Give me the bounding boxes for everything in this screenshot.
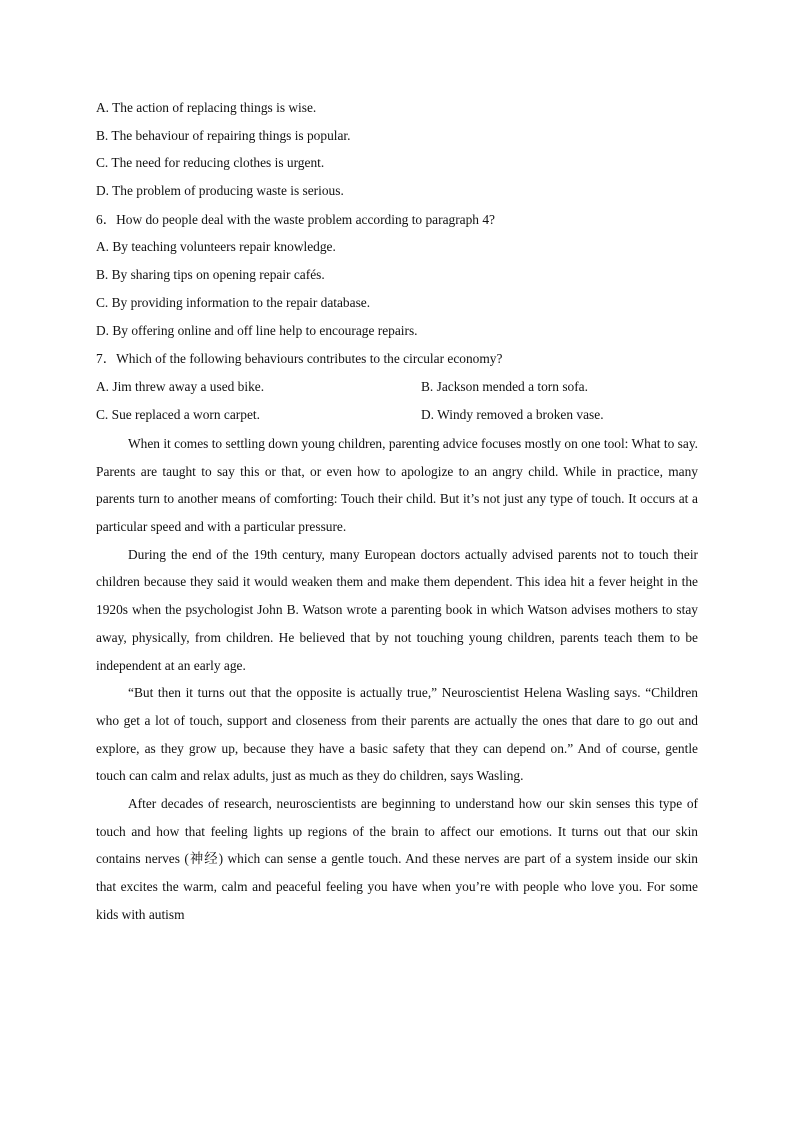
document-content bbox=[96, 94, 698, 929]
q5-option-d: D. The problem of producing waste is serious. bbox=[96, 183, 344, 199]
passage-paragraph-4: After decades of research, neuroscientists are beginning to understand how our skin senses this type of touch and how that feeling lights up regions of the brain to affect our emotions. It turns out that our skin contains nerves (神经) which can sense a gentle touch. And these nerves are part of a system inside our skin that excites the warm, calm and peaceful feeling you have when you’re with people who love you. For some kids with autism bbox=[96, 796, 698, 922]
q7-option-d: D. Windy removed a broken vase. bbox=[421, 407, 604, 423]
passage-paragraph-1: When it comes to settling down young children, parenting advice focuses mostly on one tool: What to say. Parents are taught to say this or that, or even how to apologize to an angry child. While in practice, many parents turn to another means of comforting: Touch their child. But it’s not just any type of touch. It occurs at a particular speed and with a particular pressure. bbox=[96, 435, 698, 534]
q5-option-a: A. The action of replacing things is wise. bbox=[96, 100, 317, 115]
q6-option-c: C. By providing information to the repair database. bbox=[96, 294, 371, 310]
q6-option-b: B. By sharing tips on opening repair cafés. bbox=[96, 267, 325, 283]
q6-option-a: A. By teaching volunteers repair knowledge. bbox=[96, 239, 336, 255]
q6-stem: 6．How do people deal with the waste problem according to paragraph 4? bbox=[96, 211, 495, 227]
passage-paragraph-2: During the end of the 19th century, many European doctors actually advised parents not to touch their children because they said it would weaken them and make them dependent. This idea hit a fever height in the 1920s when the psychologist John B. Watson wrote a parenting book in which Watson advises mothers to stay away, physically, from children. He believed that by not touching young children, parents teach them to be independent at an early age. bbox=[96, 546, 698, 673]
q7-stem: 7．Which of the following behaviours contributes to the circular economy? bbox=[96, 351, 503, 367]
q7-option-c: C. Sue replaced a worn carpet. bbox=[96, 407, 260, 423]
q7-options-row-1 bbox=[96, 373, 698, 402]
q5-option-c: C. The need for reducing clothes is urgent. bbox=[96, 155, 325, 171]
q6-option-d: D. By offering online and off line help to encourage repairs. bbox=[96, 322, 418, 338]
q7-option-b: B. Jackson mended a torn sofa. bbox=[421, 378, 588, 394]
q7-option-a: A. Jim threw away a used bike. bbox=[96, 378, 265, 394]
passage-paragraph-3: “But then it turns out that the opposite is actually true,” Neuroscientist Helena Wasling says. “Children who get a lot of touch, support and closeness from their parents are actually the ones that dare to go out and explore, as they grow up, because they have a basic safety that they can depend on.” And of course, gentle touch can calm and relax adults, just as much as they do children, says Wasling. bbox=[96, 685, 698, 784]
q7-options-row-2 bbox=[96, 401, 698, 430]
q5-option-b: B. The behaviour of repairing things is popular. bbox=[96, 127, 351, 143]
